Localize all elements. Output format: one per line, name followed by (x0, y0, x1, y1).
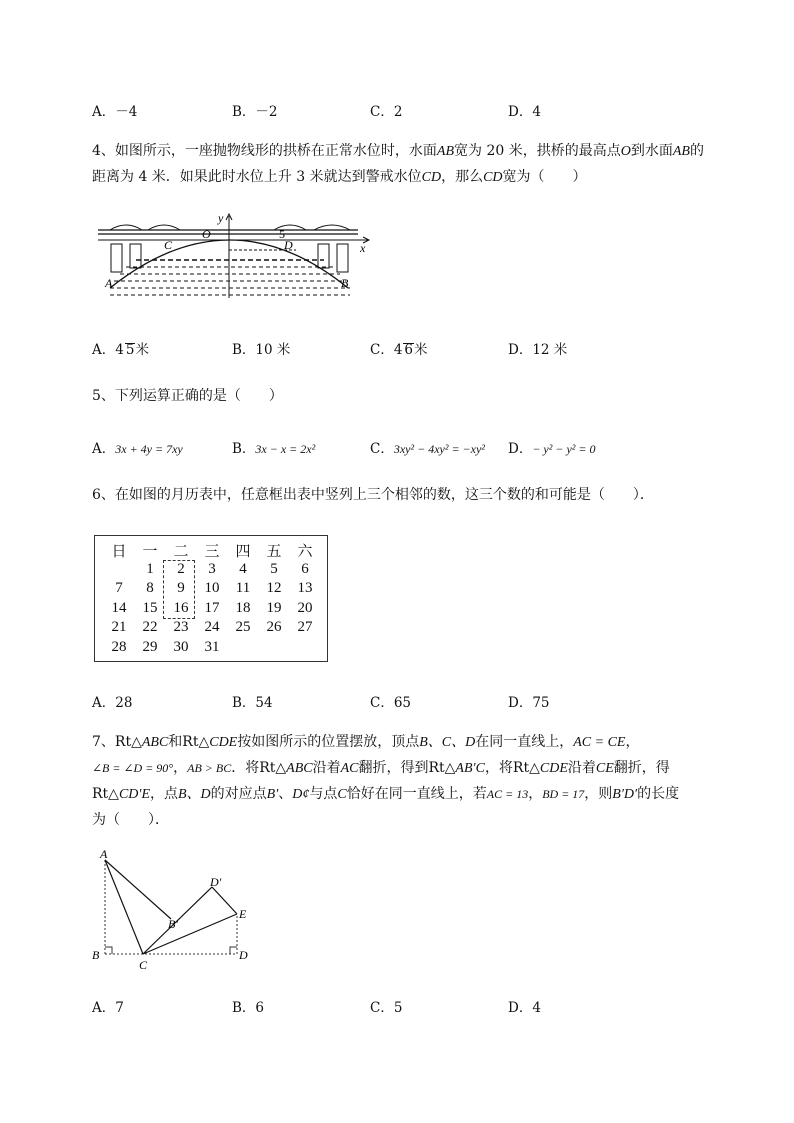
q4-stem-line1: 4、如图所示，一座抛物线形的拱桥在正常水位时，水面AB宽为 20 米，拱桥的最高点O到水面AB的 (92, 143, 704, 159)
triangle-figure (88, 846, 268, 976)
q3-option-a: A．－4 (92, 104, 138, 120)
q5-option-d: D．− y² − y² = 0 (508, 441, 596, 457)
q7-stem-line2: ∠B = ∠D = 90°，AB > BC．将Rt△ABC沿着AC翻折，得到Rt△AB′C，将Rt△CDE沿着CE翻折，得 (92, 760, 670, 776)
q6-option-b: B．54 (232, 695, 273, 711)
point-a-label: A (105, 276, 113, 290)
calendar-day: 3 (208, 561, 216, 577)
calendar-day: 1 (146, 561, 154, 577)
q7-stem-line1: 7、Rt△ABC和Rt△CDE按如图所示的位置摆放，顶点B、C、D在同一直线上，AC = CE， (92, 734, 640, 750)
calendar-day: 22 (142, 619, 158, 635)
point-c-label: C (139, 958, 148, 972)
axis-y-label: y (218, 211, 224, 225)
calendar-day: 28 (111, 639, 127, 655)
q6-option-c: C．65 (370, 695, 412, 711)
calendar-day: 31 (204, 639, 220, 655)
q7-option-a: A．7 (92, 1000, 124, 1016)
q5-option-c: C．3xy² − 4xy² = −xy² (370, 441, 485, 457)
calendar-day: 20 (297, 600, 313, 616)
calendar-day: 14 (111, 600, 127, 616)
calendar-day: 10 (204, 580, 220, 596)
calendar-header: 一 (142, 544, 158, 560)
q7-stem-line3: Rt△CD′E，点B、D的对应点B′、D¢与点C恰好在同一直线上，若AC = 13，BD = 17，则B′D′的长度 (92, 786, 680, 802)
five-label: 5 (279, 227, 285, 241)
point-d-label: D (239, 948, 248, 962)
calendar-table (94, 535, 328, 662)
q6-stem: 6、在如图的月历表中，任意框出表中竖列上三个相邻的数，这三个数的和可能是（ ）． (92, 487, 654, 503)
calendar-day: 18 (235, 600, 251, 616)
calendar-header: 三 (204, 544, 220, 560)
calendar-day: 29 (142, 639, 158, 655)
calendar-day: 12 (266, 580, 282, 596)
q3-option-d: D．4 (508, 104, 541, 120)
point-d-label: D (284, 238, 293, 252)
calendar-day: 6 (301, 561, 309, 577)
calendar-day: 16 (173, 600, 189, 616)
calendar-day: 30 (173, 639, 189, 655)
point-e-label: E (239, 907, 247, 921)
calendar-day: 15 (142, 600, 158, 616)
point-c-label: C (164, 238, 173, 252)
calendar-day: 7 (115, 580, 123, 596)
q5-stem: 5、下列运算正确的是（ ） (92, 388, 283, 404)
origin-label: O (202, 227, 211, 241)
axis-x-label: x (360, 241, 366, 255)
point-b-label: B (92, 948, 100, 962)
q3-option-b: B．－2 (232, 104, 278, 120)
q4-stem-line2: 距离为 4 米．如果此时水位上升 3 米就达到警戒水位CD，那么CD宽为（ ） (92, 169, 587, 185)
q4-option-d: D．12 米 (508, 342, 568, 358)
calendar-day: 8 (146, 580, 154, 596)
q7-stem-line4: 为（ ）． (92, 812, 169, 828)
q6-option-a: A．28 (92, 695, 133, 711)
calendar-day: 27 (297, 619, 313, 635)
point-d-prime-label: D′ (210, 875, 222, 889)
bridge-figure (96, 210, 376, 310)
calendar-day: 19 (266, 600, 282, 616)
calendar-header: 六 (297, 544, 313, 560)
q7-option-b: B．6 (232, 1000, 265, 1016)
calendar-day: 13 (297, 580, 313, 596)
q4-option-a: A．4 5米 (92, 342, 149, 358)
q7-option-d: D．4 (508, 1000, 541, 1016)
calendar-day: 26 (266, 619, 282, 635)
calendar-day: 17 (204, 600, 220, 616)
q3-option-c: C．2 (370, 104, 403, 120)
q5-option-a: A．3x + 4y = 7xy (92, 441, 183, 457)
calendar-day: 11 (235, 580, 251, 596)
q4-option-c: C．4 6米 (370, 342, 428, 358)
calendar-day: 25 (235, 619, 251, 635)
calendar-day: 23 (173, 619, 189, 635)
calendar-header: 四 (235, 544, 251, 560)
q5-option-b: B．3x − x = 2x² (232, 441, 316, 457)
q6-option-d: D．75 (508, 695, 550, 711)
calendar-day: 24 (204, 619, 220, 635)
calendar-header: 五 (266, 544, 282, 560)
calendar-header: 二 (173, 544, 189, 560)
q7-option-c: C．5 (370, 1000, 403, 1016)
calendar-day: 2 (177, 561, 185, 577)
calendar-day: 9 (177, 580, 185, 596)
point-b-label: B (341, 276, 349, 290)
calendar-header: 日 (111, 544, 127, 560)
calendar-day: 4 (239, 561, 247, 577)
point-a-label: A (100, 847, 108, 861)
point-b-prime-label: B′ (168, 917, 178, 931)
calendar-day: 21 (111, 619, 127, 635)
calendar-day: 5 (270, 561, 278, 577)
q4-option-b: B．10 米 (232, 342, 291, 358)
